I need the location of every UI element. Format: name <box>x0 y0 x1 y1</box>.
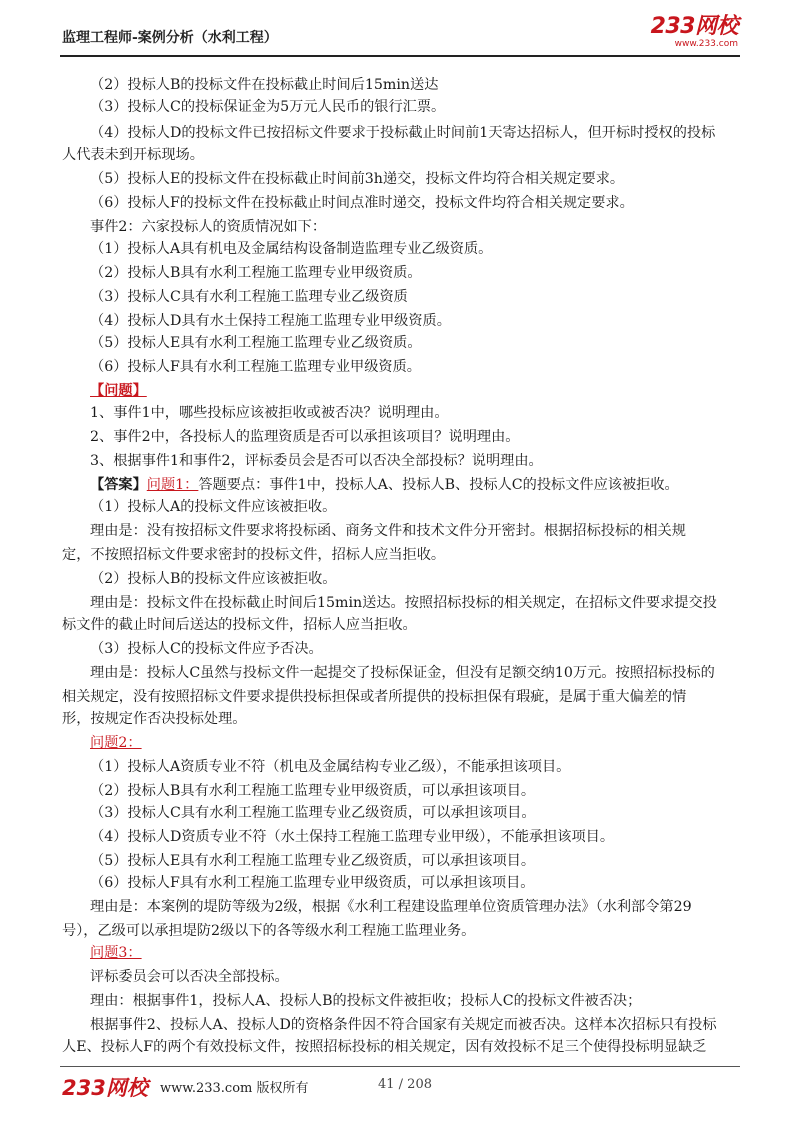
paragraph-line: 评标委员会可以否决全部投标。 <box>90 969 289 985</box>
question-line: 3、根据事件1和事件2，评标委员会是否可以否决全部投标？说明理由。 <box>90 453 543 469</box>
paragraph-line: （2）投标人B的投标文件在投标截止时间后15min送达 <box>90 77 439 93</box>
paragraph-line: （2）投标人B具有水利工程施工监理专业甲级资质，可以承担该项目。 <box>90 783 536 799</box>
paragraph-line: （6）投标人F具有水利工程施工监理专业甲级资质，可以承担该项目。 <box>90 875 535 891</box>
paragraph-line: （6）投标人F的投标文件在投标截止时间点准时递交，投标文件均符合相关规定要求。 <box>90 195 634 211</box>
page-number: 41 / 208 <box>378 1077 432 1092</box>
logo-url: www.233.com <box>674 39 738 49</box>
footer-logo: 233网校 <box>62 1076 148 1100</box>
paragraph-line: （1）投标人A资质专业不符（机电及金属结构专业乙级），不能承担该项目。 <box>90 759 571 775</box>
answer-label: 【答案】 <box>90 477 147 493</box>
header-divider <box>60 55 740 57</box>
paragraph-line: （6）投标人F具有水利工程施工监理专业甲级资质。 <box>90 359 421 375</box>
paragraph-line: （2）投标人B的投标文件应该被拒收。 <box>90 571 337 587</box>
paragraph-line: （1）投标人A的投标文件应该被拒收。 <box>90 499 337 515</box>
paragraph-line: 理由是：投标文件在投标截止时间后15min送达。按照招标投标的相关规定，在招标文件要求提交投 <box>90 595 717 611</box>
paragraph-line: （3）投标人C的投标保证金为5万元人民币的银行汇票。 <box>90 99 446 115</box>
paragraph-line: （5）投标人E具有水利工程施工监理专业乙级资质，可以承担该项目。 <box>90 853 536 869</box>
paragraph-line: 人代表未到开标现场。 <box>62 147 204 163</box>
question-heading: 【问题】 <box>90 383 147 399</box>
paragraph-line: （3）投标人C具有水利工程施工监理专业乙级资质 <box>90 289 408 305</box>
answer-q1-label: 问题1： <box>146 477 199 493</box>
paragraph-line: （4）投标人D资质专业不符（水土保持工程施工监理专业甲级），不能承担该项目。 <box>90 829 615 845</box>
paragraph-line: （5）投标人E具有水利工程施工监理专业乙级资质。 <box>90 335 422 351</box>
question-line: 1、事件1中，哪些投标应该被拒收或被否决？说明理由。 <box>90 405 449 421</box>
paragraph-line: （2）投标人B具有水利工程施工监理专业甲级资质。 <box>90 265 422 281</box>
paragraph-line: 理由是：本案例的堤防等级为2级，根据《水利工程建设监理单位资质管理办法》（水利部令第29 <box>90 899 692 915</box>
paragraph-line: 理由是：没有按招标文件要求将投标函、商务文件和技术文件分开密封。根据招标投标的相关规 <box>90 523 686 539</box>
header-title: 监理工程师-案例分析（水利工程） <box>62 30 278 46</box>
paragraph-line: （5）投标人E的投标文件在投标截止时间前3h递交，投标文件均符合相关规定要求。 <box>90 171 625 187</box>
paragraph-line: 号），乙级可以承担堤防2级以下的各等级水利工程施工监理业务。 <box>62 923 476 939</box>
paragraph-line: 理由是：投标人C虽然与投标文件一起提交了投标保证金，但没有足额交纳10万元。按照招标投标的 <box>90 665 715 681</box>
question-3-heading: 问题3： <box>90 945 142 961</box>
paragraph-line: 理由：根据事件1，投标人A、投标人B的投标文件被拒收；投标人C的投标文件被否决； <box>90 993 642 1009</box>
paragraph-line: 根据事件2、投标人A、投标人D的资格条件因不符合国家有关规定而被否决。这样本次招标只有投标 <box>90 1017 717 1033</box>
paragraph-line: 标文件的截止时间后送达的投标文件，招标人应当拒收。 <box>62 617 417 633</box>
paragraph-line: （4）投标人D的投标文件已按招标文件要求于投标截止时间前1天寄达招标人，但开标时授权的投标 <box>90 125 716 141</box>
question-line: 2、事件2中，各投标人的监理资质是否可以承担该项目？说明理由。 <box>90 429 520 445</box>
paragraph-line: 定，不按照招标文件要求密封的投标文件，招标人应当拒收。 <box>62 547 446 563</box>
paragraph-line: （3）投标人C具有水利工程施工监理专业乙级资质，可以承担该项目。 <box>90 805 536 821</box>
brand-logo <box>651 16 738 49</box>
question-2-heading: 问题2： <box>90 735 142 751</box>
answer-line: 【答案】问题1：答题要点：事件1中，投标人A、投标人B、投标人C的投标文件应该被拒收。 <box>90 477 679 493</box>
footer-divider <box>60 1066 740 1067</box>
paragraph-line: 形，按规定作否决投标处理。 <box>62 711 247 727</box>
paragraph-line: 相关规定，没有按照招标文件要求提供投标担保或者所提供的投标担保有瑕疵，是属于重大偏差的情 <box>62 689 687 705</box>
paragraph-line: （3）投标人C的投标文件应予否决。 <box>90 641 323 657</box>
paragraph-line: 事件2：六家投标人的资质情况如下： <box>90 219 327 235</box>
footer-copyright: www.233.com 版权所有 <box>160 1081 309 1096</box>
paragraph-line: （4）投标人D具有水土保持工程施工监理专业甲级资质。 <box>90 313 451 329</box>
paragraph-line: （1）投标人A具有机电及金属结构设备制造监理专业乙级资质。 <box>90 241 493 257</box>
paragraph-line: 人E、投标人F的两个有效投标文件，按照招标投标的相关规定，因有效投标不足三个使得投标明显缺乏 <box>62 1039 707 1055</box>
logo-text: 233网校 <box>650 14 738 39</box>
